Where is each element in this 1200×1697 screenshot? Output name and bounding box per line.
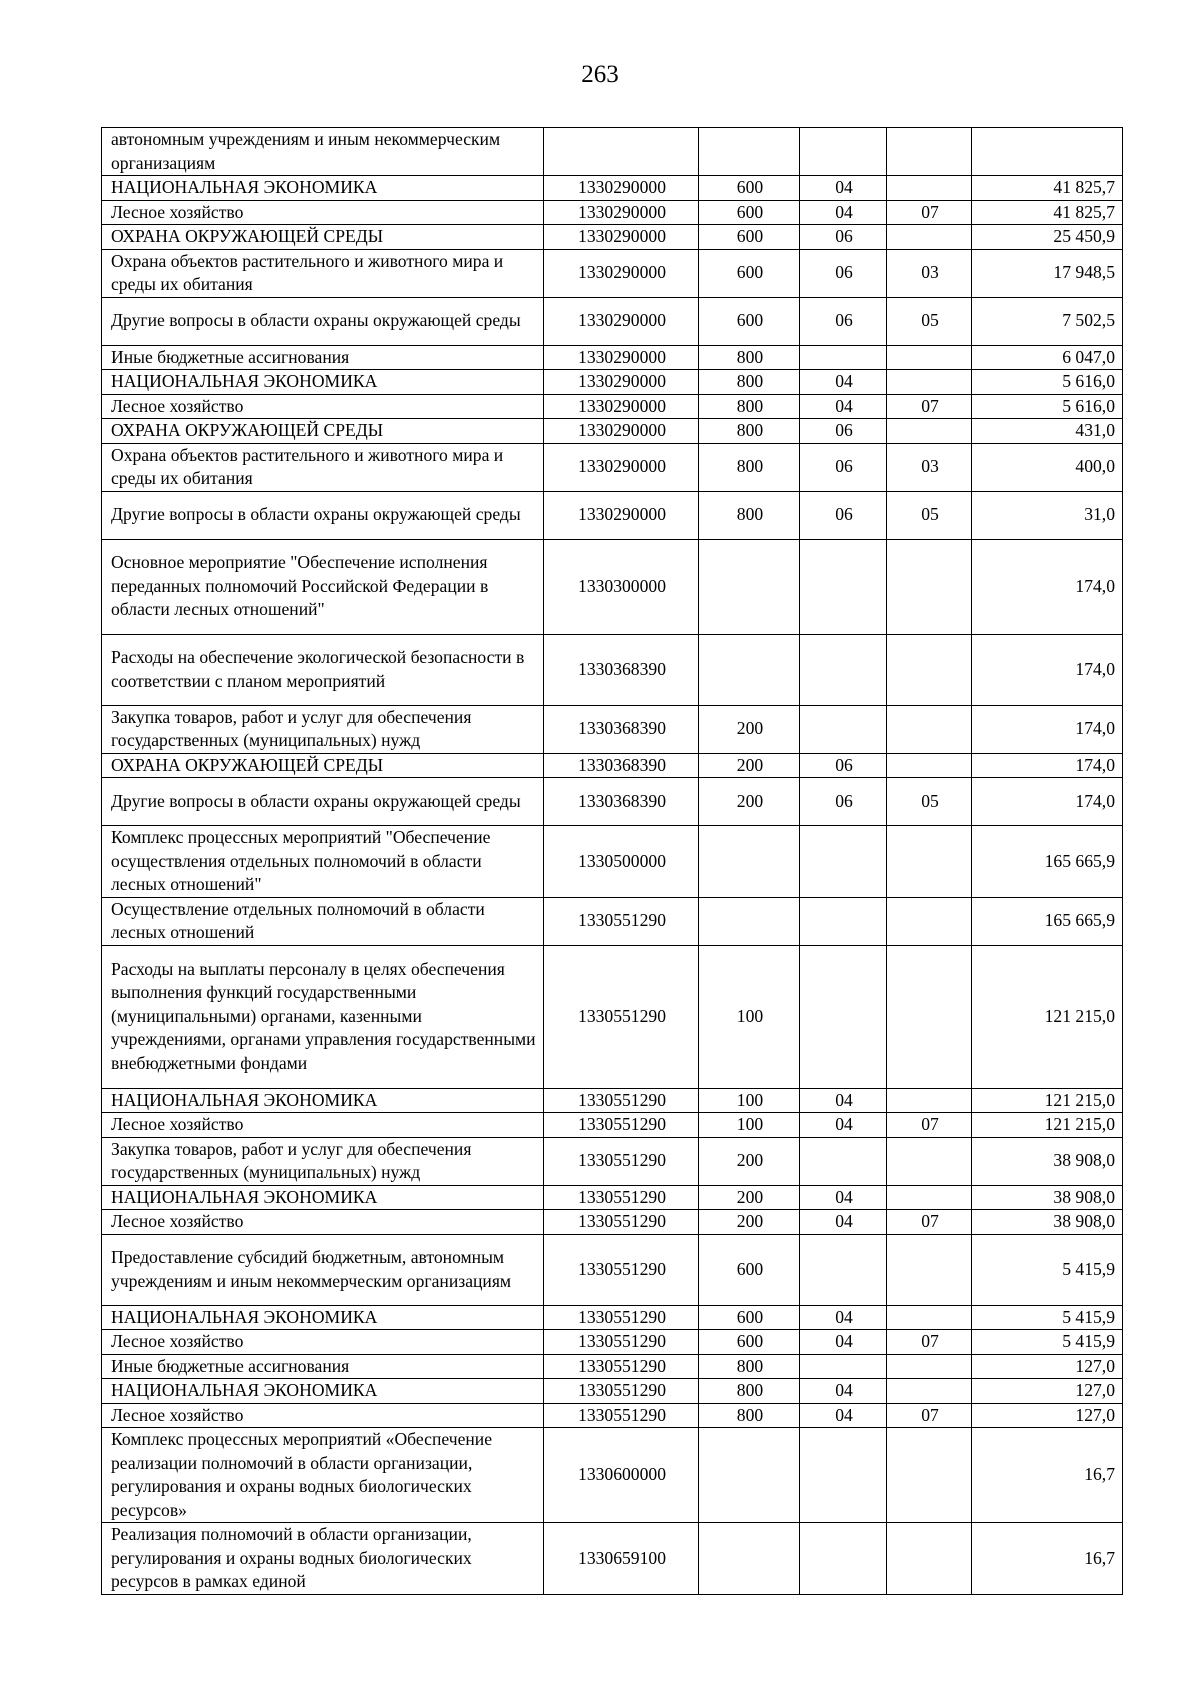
cell-amount: 38 908,0 <box>972 1210 1123 1235</box>
cell-name: Лесное хозяйство <box>102 1210 544 1235</box>
cell-expense-type: 800 <box>699 443 800 491</box>
table-row <box>102 1137 1123 1185</box>
cell-target-article: 1330551290 <box>544 1330 699 1355</box>
cell-name: Закупка товаров, работ и услуг для обеспечения государственных (муниципальных) нужд <box>102 705 544 753</box>
cell-target-article: 1330290000 <box>544 394 699 419</box>
cell-target-article <box>544 128 699 176</box>
cell-subsection: 03 <box>887 249 972 297</box>
budget-table <box>101 127 1123 1595</box>
cell-section: 04 <box>800 1113 887 1138</box>
cell-expense-type: 100 <box>699 1088 800 1113</box>
cell-section <box>800 1428 887 1523</box>
cell-name: Охрана объектов растительного и животного мира и среды их обитания <box>102 443 544 491</box>
cell-subsection <box>887 1305 972 1330</box>
cell-section: 06 <box>800 225 887 250</box>
page-number: 263 <box>581 61 619 88</box>
cell-expense-type: 100 <box>699 945 800 1088</box>
table-row <box>102 297 1123 345</box>
table-row <box>102 1354 1123 1379</box>
cell-target-article: 1330290000 <box>544 491 699 539</box>
cell-amount: 17 948,5 <box>972 249 1123 297</box>
cell-target-article: 1330290000 <box>544 370 699 395</box>
cell-target-article: 1330551290 <box>544 1403 699 1428</box>
cell-amount: 5 415,9 <box>972 1234 1123 1305</box>
table-row <box>102 1523 1123 1595</box>
cell-expense-type: 800 <box>699 345 800 370</box>
table-row <box>102 176 1123 201</box>
cell-expense-type: 200 <box>699 1137 800 1185</box>
cell-expense-type: 200 <box>699 1210 800 1235</box>
cell-name: Основное мероприятие "Обеспечение исполнения переданных полномочий Российской Федерации в области лесных отношений" <box>102 539 544 634</box>
cell-amount: 121 215,0 <box>972 1088 1123 1113</box>
cell-expense-type <box>699 634 800 705</box>
cell-subsection: 07 <box>887 1330 972 1355</box>
cell-expense-type <box>699 1523 800 1595</box>
cell-target-article: 1330551290 <box>544 1379 699 1404</box>
table-row <box>102 945 1123 1088</box>
table-row <box>102 1234 1123 1305</box>
cell-amount: 165 665,9 <box>972 826 1123 898</box>
table-row <box>102 753 1123 778</box>
cell-name: НАЦИОНАЛЬНАЯ ЭКОНОМИКА <box>102 1305 544 1330</box>
cell-amount: 41 825,7 <box>972 200 1123 225</box>
cell-target-article: 1330368390 <box>544 753 699 778</box>
cell-subsection: 05 <box>887 778 972 826</box>
cell-target-article: 1330500000 <box>544 826 699 898</box>
table-row <box>102 345 1123 370</box>
cell-section <box>800 705 887 753</box>
cell-subsection: 07 <box>887 1210 972 1235</box>
cell-target-article: 1330290000 <box>544 419 699 444</box>
cell-name: автономным учреждениям и иным некоммерческим организациям <box>102 128 544 176</box>
cell-subsection <box>887 1234 972 1305</box>
table-row <box>102 1185 1123 1210</box>
cell-target-article: 1330551290 <box>544 1305 699 1330</box>
cell-section <box>800 1234 887 1305</box>
cell-amount: 16,7 <box>972 1523 1123 1595</box>
table-row <box>102 128 1123 176</box>
cell-expense-type: 800 <box>699 370 800 395</box>
cell-section: 04 <box>800 370 887 395</box>
cell-section <box>800 128 887 176</box>
table-row <box>102 897 1123 945</box>
table-row <box>102 249 1123 297</box>
cell-subsection: 07 <box>887 1403 972 1428</box>
cell-subsection <box>887 345 972 370</box>
cell-amount: 127,0 <box>972 1403 1123 1428</box>
cell-subsection <box>887 419 972 444</box>
cell-amount <box>972 128 1123 176</box>
cell-subsection <box>887 1379 972 1404</box>
cell-section <box>800 634 887 705</box>
cell-subsection: 07 <box>887 200 972 225</box>
cell-subsection: 05 <box>887 491 972 539</box>
cell-name: Комплекс процессных мероприятий "Обеспечение осуществления отдельных полномочий в области лесных отношений" <box>102 826 544 898</box>
cell-name: Лесное хозяйство <box>102 1330 544 1355</box>
cell-section: 04 <box>800 1185 887 1210</box>
cell-expense-type: 100 <box>699 1113 800 1138</box>
table-row <box>102 200 1123 225</box>
cell-amount: 5 616,0 <box>972 394 1123 419</box>
cell-amount: 431,0 <box>972 419 1123 444</box>
cell-name: Предоставление субсидий бюджетным, автономным учреждениям и иным некоммерческим организациям <box>102 1234 544 1305</box>
cell-target-article: 1330368390 <box>544 634 699 705</box>
cell-expense-type: 600 <box>699 1305 800 1330</box>
cell-subsection <box>887 539 972 634</box>
cell-amount: 127,0 <box>972 1379 1123 1404</box>
cell-target-article: 1330551290 <box>544 1210 699 1235</box>
cell-amount: 165 665,9 <box>972 897 1123 945</box>
cell-target-article: 1330551290 <box>544 1234 699 1305</box>
cell-name: Расходы на выплаты персоналу в целях обеспечения выполнения функций государственными (муниципальными) органами, казенными учреждениями, органами управления государственными внебюджетными фондами <box>102 945 544 1088</box>
cell-name: НАЦИОНАЛЬНАЯ ЭКОНОМИКА <box>102 1185 544 1210</box>
cell-amount: 16,7 <box>972 1428 1123 1523</box>
cell-expense-type <box>699 1428 800 1523</box>
cell-name: Комплекс процессных мероприятий «Обеспечение реализации полномочий в области организации, регулирования и охраны водных биологических ресурсов» <box>102 1428 544 1523</box>
cell-section: 04 <box>800 200 887 225</box>
cell-target-article: 1330368390 <box>544 778 699 826</box>
cell-name: Другие вопросы в области охраны окружающей среды <box>102 778 544 826</box>
cell-section: 06 <box>800 297 887 345</box>
cell-amount: 174,0 <box>972 705 1123 753</box>
cell-section <box>800 539 887 634</box>
cell-amount: 41 825,7 <box>972 176 1123 201</box>
cell-amount: 174,0 <box>972 778 1123 826</box>
cell-amount: 174,0 <box>972 753 1123 778</box>
cell-section: 04 <box>800 394 887 419</box>
cell-subsection: 03 <box>887 443 972 491</box>
cell-amount: 174,0 <box>972 539 1123 634</box>
cell-expense-type: 600 <box>699 1330 800 1355</box>
cell-name: Осуществление отдельных полномочий в области лесных отношений <box>102 897 544 945</box>
cell-expense-type: 600 <box>699 200 800 225</box>
cell-section <box>800 345 887 370</box>
cell-subsection <box>887 897 972 945</box>
cell-subsection <box>887 1523 972 1595</box>
cell-section: 04 <box>800 1210 887 1235</box>
table-row <box>102 1305 1123 1330</box>
cell-name: НАЦИОНАЛЬНАЯ ЭКОНОМИКА <box>102 1379 544 1404</box>
cell-name: Закупка товаров, работ и услуг для обеспечения государственных (муниципальных) нужд <box>102 1137 544 1185</box>
cell-expense-type: 800 <box>699 1379 800 1404</box>
cell-expense-type: 200 <box>699 778 800 826</box>
cell-amount: 174,0 <box>972 634 1123 705</box>
cell-expense-type: 800 <box>699 419 800 444</box>
cell-subsection <box>887 753 972 778</box>
cell-target-article: 1330368390 <box>544 705 699 753</box>
cell-target-article: 1330600000 <box>544 1428 699 1523</box>
table-row <box>102 539 1123 634</box>
cell-target-article: 1330300000 <box>544 539 699 634</box>
cell-name: Иные бюджетные ассигнования <box>102 345 544 370</box>
cell-expense-type <box>699 539 800 634</box>
table-row <box>102 1210 1123 1235</box>
cell-name: Иные бюджетные ассигнования <box>102 1354 544 1379</box>
cell-target-article: 1330551290 <box>544 1354 699 1379</box>
table-row <box>102 1428 1123 1523</box>
table-row <box>102 778 1123 826</box>
cell-target-article: 1330551290 <box>544 1113 699 1138</box>
cell-name: Лесное хозяйство <box>102 1403 544 1428</box>
cell-name: ОХРАНА ОКРУЖАЮЩЕЙ СРЕДЫ <box>102 753 544 778</box>
cell-expense-type: 800 <box>699 1354 800 1379</box>
table-row <box>102 491 1123 539</box>
cell-target-article: 1330290000 <box>544 225 699 250</box>
cell-section <box>800 1137 887 1185</box>
cell-amount: 38 908,0 <box>972 1137 1123 1185</box>
cell-amount: 5 616,0 <box>972 370 1123 395</box>
cell-target-article: 1330290000 <box>544 200 699 225</box>
cell-amount: 7 502,5 <box>972 297 1123 345</box>
table-row <box>102 1330 1123 1355</box>
cell-subsection <box>887 826 972 898</box>
table-row <box>102 419 1123 444</box>
cell-subsection <box>887 225 972 250</box>
cell-name: НАЦИОНАЛЬНАЯ ЭКОНОМИКА <box>102 370 544 395</box>
cell-name: Другие вопросы в области охраны окружающей среды <box>102 297 544 345</box>
cell-subsection <box>887 1137 972 1185</box>
cell-section <box>800 1523 887 1595</box>
cell-subsection: 07 <box>887 1113 972 1138</box>
cell-amount: 31,0 <box>972 491 1123 539</box>
cell-subsection <box>887 634 972 705</box>
cell-subsection <box>887 1185 972 1210</box>
cell-subsection <box>887 945 972 1088</box>
table-row <box>102 370 1123 395</box>
table-row <box>102 634 1123 705</box>
cell-amount: 121 215,0 <box>972 945 1123 1088</box>
cell-name: Лесное хозяйство <box>102 1113 544 1138</box>
cell-subsection <box>887 128 972 176</box>
cell-section <box>800 826 887 898</box>
cell-amount: 400,0 <box>972 443 1123 491</box>
cell-expense-type <box>699 128 800 176</box>
cell-subsection <box>887 705 972 753</box>
cell-section <box>800 945 887 1088</box>
cell-expense-type: 600 <box>699 225 800 250</box>
cell-name: ОХРАНА ОКРУЖАЮЩЕЙ СРЕДЫ <box>102 225 544 250</box>
cell-expense-type: 800 <box>699 1403 800 1428</box>
cell-section: 06 <box>800 249 887 297</box>
cell-section: 06 <box>800 443 887 491</box>
cell-name: Лесное хозяйство <box>102 200 544 225</box>
cell-target-article: 1330551290 <box>544 1137 699 1185</box>
table-row <box>102 826 1123 898</box>
cell-name: Охрана объектов растительного и животного мира и среды их обитания <box>102 249 544 297</box>
cell-section: 04 <box>800 1403 887 1428</box>
cell-target-article: 1330551290 <box>544 1185 699 1210</box>
cell-expense-type: 800 <box>699 491 800 539</box>
table-row <box>102 705 1123 753</box>
cell-expense-type: 600 <box>699 297 800 345</box>
cell-expense-type: 200 <box>699 705 800 753</box>
cell-amount: 127,0 <box>972 1354 1123 1379</box>
cell-target-article: 1330659100 <box>544 1523 699 1595</box>
cell-section: 04 <box>800 1088 887 1113</box>
cell-section: 06 <box>800 753 887 778</box>
cell-section <box>800 897 887 945</box>
cell-expense-type: 800 <box>699 394 800 419</box>
table-row <box>102 1379 1123 1404</box>
budget-table-body <box>102 128 1123 1595</box>
cell-amount: 25 450,9 <box>972 225 1123 250</box>
cell-section: 04 <box>800 1379 887 1404</box>
table-row <box>102 394 1123 419</box>
cell-amount: 5 415,9 <box>972 1305 1123 1330</box>
cell-name: НАЦИОНАЛЬНАЯ ЭКОНОМИКА <box>102 1088 544 1113</box>
cell-subsection <box>887 1428 972 1523</box>
cell-subsection <box>887 1354 972 1379</box>
cell-amount: 121 215,0 <box>972 1113 1123 1138</box>
cell-name: Расходы на обеспечение экологической безопасности в соответствии с планом мероприятий <box>102 634 544 705</box>
cell-target-article: 1330290000 <box>544 345 699 370</box>
cell-expense-type: 200 <box>699 753 800 778</box>
cell-subsection <box>887 1088 972 1113</box>
cell-section: 06 <box>800 419 887 444</box>
cell-target-article: 1330551290 <box>544 897 699 945</box>
cell-section: 04 <box>800 1330 887 1355</box>
cell-name: ОХРАНА ОКРУЖАЮЩЕЙ СРЕДЫ <box>102 419 544 444</box>
cell-subsection <box>887 370 972 395</box>
cell-subsection <box>887 176 972 201</box>
cell-amount: 38 908,0 <box>972 1185 1123 1210</box>
cell-target-article: 1330290000 <box>544 297 699 345</box>
table-row <box>102 443 1123 491</box>
cell-expense-type <box>699 897 800 945</box>
table-row <box>102 1403 1123 1428</box>
cell-name: Лесное хозяйство <box>102 394 544 419</box>
cell-section: 04 <box>800 1305 887 1330</box>
cell-section: 06 <box>800 491 887 539</box>
cell-name: НАЦИОНАЛЬНАЯ ЭКОНОМИКА <box>102 176 544 201</box>
cell-section: 04 <box>800 176 887 201</box>
cell-name: Другие вопросы в области охраны окружающей среды <box>102 491 544 539</box>
cell-expense-type: 600 <box>699 176 800 201</box>
cell-amount: 6 047,0 <box>972 345 1123 370</box>
cell-target-article: 1330290000 <box>544 443 699 491</box>
cell-expense-type: 600 <box>699 1234 800 1305</box>
cell-expense-type: 600 <box>699 249 800 297</box>
cell-expense-type <box>699 826 800 898</box>
cell-target-article: 1330551290 <box>544 1088 699 1113</box>
cell-subsection: 05 <box>887 297 972 345</box>
cell-target-article: 1330551290 <box>544 945 699 1088</box>
table-row <box>102 1088 1123 1113</box>
cell-target-article: 1330290000 <box>544 176 699 201</box>
cell-target-article: 1330290000 <box>544 249 699 297</box>
cell-name: Реализация полномочий в области организации, регулирования и охраны водных биологических ресурсов в рамках единой <box>102 1523 544 1595</box>
cell-section: 06 <box>800 778 887 826</box>
cell-subsection: 07 <box>887 394 972 419</box>
cell-expense-type: 200 <box>699 1185 800 1210</box>
cell-amount: 5 415,9 <box>972 1330 1123 1355</box>
table-row <box>102 1113 1123 1138</box>
cell-section <box>800 1354 887 1379</box>
table-row <box>102 225 1123 250</box>
